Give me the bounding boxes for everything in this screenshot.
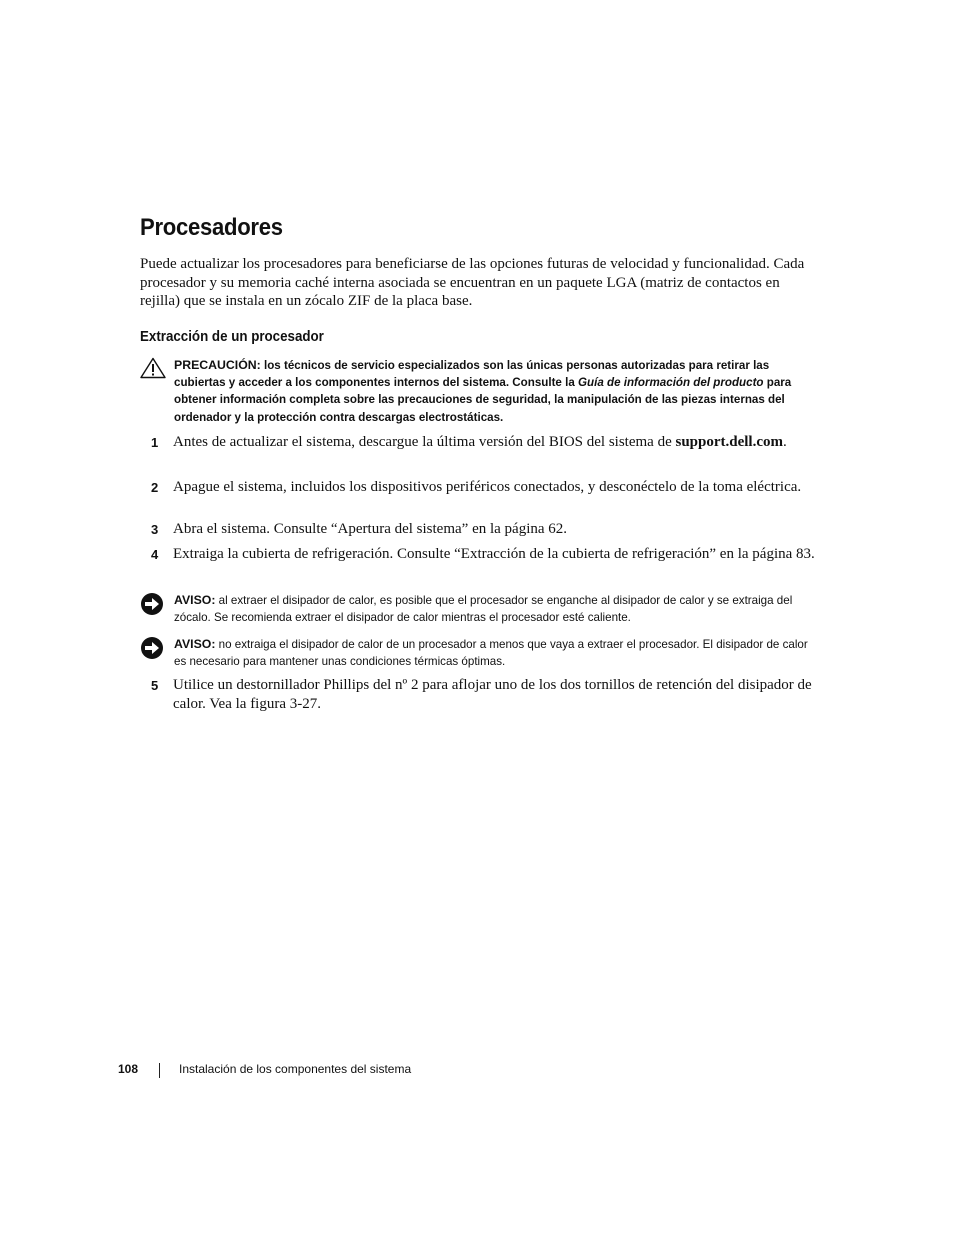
step-number: 5 bbox=[151, 678, 159, 693]
step-4 bbox=[140, 545, 820, 564]
footer-divider bbox=[159, 1063, 160, 1078]
caution-text-end: para obtener información completa sobre las precauciones de seguridad, la manipulación de las piezas internas del ordenador y la protección contra descargas electrostáticas. bbox=[174, 376, 792, 424]
caution-label: PRECAUCIÓN: bbox=[174, 358, 261, 372]
notice-text: al extraer el disipador de calor, es posible que el procesador se enganche al disipador de calor y se extraiga del zócalo. Se recomienda extraer el disipador de calor mientras el procesador esté caliente. bbox=[174, 594, 793, 625]
page-title: Procesadores bbox=[140, 214, 283, 241]
step-5 bbox=[140, 676, 820, 713]
caution-notice bbox=[140, 357, 820, 426]
step-text: Antes de actualizar el sistema, descargue la última versión del BIOS del sistema de bbox=[173, 434, 676, 450]
step-text: Apague el sistema, incluidos los dispositivos periféricos conectados, y desconéctelo de la toma eléctrica. bbox=[173, 479, 802, 495]
step-2 bbox=[140, 478, 820, 497]
step-number: 4 bbox=[151, 547, 159, 562]
notice-label: AVISO: bbox=[174, 593, 216, 607]
page-footer bbox=[118, 1062, 718, 1080]
step-1 bbox=[140, 433, 820, 452]
notice-label: AVISO: bbox=[174, 637, 216, 651]
intro-paragraph: Puede actualizar los procesadores para beneficiarse de las opciones futuras de velocidad y funcionalidad. Cada procesador y su memoria caché interna asociada se encuentran en un paquete LGA (matriz de contactos en rejilla) que se instala en un zócalo ZIF de la placa base. bbox=[140, 256, 805, 309]
step-number: 2 bbox=[151, 480, 159, 495]
notice-1 bbox=[140, 592, 820, 626]
step-text: Abra el sistema. Consulte “Apertura del sistema” en la página 62. bbox=[173, 521, 568, 537]
product-guide-title: Guía de información del producto bbox=[578, 376, 764, 390]
notice-arrow-icon bbox=[140, 636, 164, 665]
step-text: Utilice un destornillador Phillips del nº 2 para aflojar uno de los dos tornillos de retención del disipador de calor. Vea la figura 3-27. bbox=[173, 677, 812, 712]
step-number: 1 bbox=[151, 435, 159, 450]
notice-text: no extraiga el disipador de calor de un procesador a menos que vaya a extraer el procesador. El disipador de calor es necesario para mantener unas condiciones térmicas óptimas. bbox=[174, 638, 808, 669]
footer-section-title: Instalación de los componentes del sistema bbox=[179, 1062, 412, 1076]
caution-text: los técnicos de servicio especializados son las únicas personas autorizadas para retirar las cubiertas y acceder a los componentes internos del sistema. Consulte la bbox=[174, 359, 770, 390]
step-text-end: . bbox=[783, 434, 787, 450]
notice-arrow-icon bbox=[140, 592, 164, 621]
section-heading: Extracción de un procesador bbox=[140, 329, 324, 345]
warning-triangle-icon bbox=[140, 357, 166, 384]
step-number: 3 bbox=[151, 522, 159, 537]
page-number: 108 bbox=[118, 1062, 139, 1076]
step-text: Extraiga la cubierta de refrigeración. Consulte “Extracción de la cubierta de refrigeración” en la página 83. bbox=[173, 546, 815, 562]
support-link[interactable]: support.dell.com bbox=[675, 434, 784, 450]
notice-2 bbox=[140, 636, 820, 670]
step-3 bbox=[140, 520, 820, 539]
